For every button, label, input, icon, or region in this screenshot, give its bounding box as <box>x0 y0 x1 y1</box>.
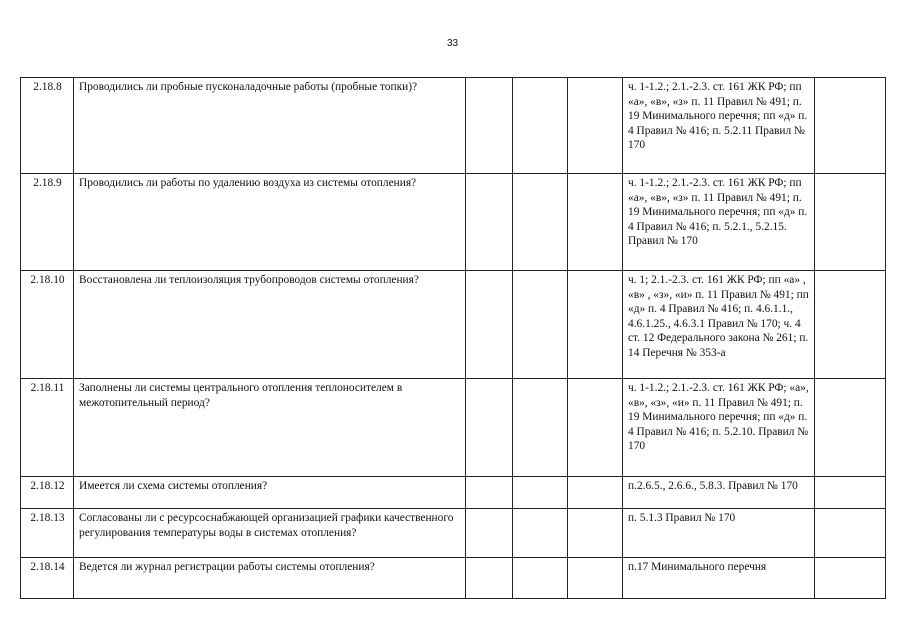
notes-cell <box>815 78 886 174</box>
item-number: 2.18.12 <box>21 477 74 509</box>
notes-cell <box>815 558 886 599</box>
item-number: 2.18.9 <box>21 174 74 271</box>
legal-references: п.17 Минимального перечня <box>623 558 815 599</box>
answer-cell <box>466 78 513 174</box>
answer-cell <box>513 78 568 174</box>
question-text: Ведется ли журнал регистрации работы системы отопления? <box>74 558 466 599</box>
table-row <box>21 558 886 599</box>
item-number: 2.18.10 <box>21 271 74 379</box>
answer-cell <box>568 271 623 379</box>
legal-references: п.2.6.5., 2.6.6., 5.8.3. Правил № 170 <box>623 477 815 509</box>
table-row <box>21 379 886 477</box>
answer-cell <box>568 78 623 174</box>
answer-cell <box>466 509 513 558</box>
answer-cell <box>513 477 568 509</box>
answer-cell <box>568 509 623 558</box>
answer-cell <box>568 379 623 477</box>
legal-references: ч. 1-1.2.; 2.1.-2.3. ст. 161 ЖК РФ; пп «а», «в», «з» п. 11 Правил № 491; п. 19 Минимального перечня; пп «д» п. 4 Правил № 416; п. 5.2.1., 5.2.15. Правил № 170 <box>623 174 815 271</box>
legal-references: ч. 1; 2.1.-2.3. ст. 161 ЖК РФ; пп «а» , «в» , «з», «и» п. 11 Правил № 491; пп «д» п. 4 Правил № 416; п. 4.6.1.1., 4.6.1.25., 4.6.3.1 Правил № 170; ч. 4 ст. 12 Федерального закона № 261; п. 14 Перечня № 353-а <box>623 271 815 379</box>
answer-cell <box>466 558 513 599</box>
table-row <box>21 174 886 271</box>
notes-cell <box>815 477 886 509</box>
notes-cell <box>815 379 886 477</box>
answer-cell <box>513 509 568 558</box>
item-number: 2.18.8 <box>21 78 74 174</box>
answer-cell <box>513 558 568 599</box>
inspection-checklist-table <box>20 77 886 599</box>
answer-cell <box>466 271 513 379</box>
item-number: 2.18.13 <box>21 509 74 558</box>
notes-cell <box>815 174 886 271</box>
item-number: 2.18.11 <box>21 379 74 477</box>
notes-cell <box>815 509 886 558</box>
item-number: 2.18.14 <box>21 558 74 599</box>
answer-cell <box>466 477 513 509</box>
answer-cell <box>568 174 623 271</box>
question-text: Имеется ли схема системы отопления? <box>74 477 466 509</box>
legal-references: ч. 1-1.2.; 2.1.-2.3. ст. 161 ЖК РФ; «а», «в», «з», «и» п. 11 Правил № 491; п. 19 Минимального перечня; пп «д» п. 4 Правил № 416; п. 5.2.10. Правил № 170 <box>623 379 815 477</box>
table-row <box>21 271 886 379</box>
question-text: Проводились ли работы по удалению воздуха из системы отопления? <box>74 174 466 271</box>
answer-cell <box>466 379 513 477</box>
answer-cell <box>568 558 623 599</box>
legal-references: ч. 1-1.2.; 2.1.-2.3. ст. 161 ЖК РФ; пп «а», «в», «з» п. 11 Правил № 491; п. 19 Минимального перечня; пп «д» п. 4 Правил № 416; п. 5.2.11 Правил № 170 <box>623 78 815 174</box>
question-text: Восстановлена ли теплоизоляция трубопроводов системы отопления? <box>74 271 466 379</box>
answer-cell <box>513 174 568 271</box>
table-row <box>21 477 886 509</box>
table-row <box>21 509 886 558</box>
question-text: Согласованы ли с ресурсоснабжающей организацией графики качественного регулирования температуры воды в системах отопления? <box>74 509 466 558</box>
question-text: Проводились ли пробные пусконаладочные работы (пробные топки)? <box>74 78 466 174</box>
answer-cell <box>568 477 623 509</box>
page-number: 33 <box>446 38 459 49</box>
answer-cell <box>466 174 513 271</box>
question-text: Заполнены ли системы центрального отопления теплоносителем в межотопительный период? <box>74 379 466 477</box>
notes-cell <box>815 271 886 379</box>
table-row <box>21 78 886 174</box>
answer-cell <box>513 271 568 379</box>
answer-cell <box>513 379 568 477</box>
legal-references: п. 5.1.3 Правил № 170 <box>623 509 815 558</box>
